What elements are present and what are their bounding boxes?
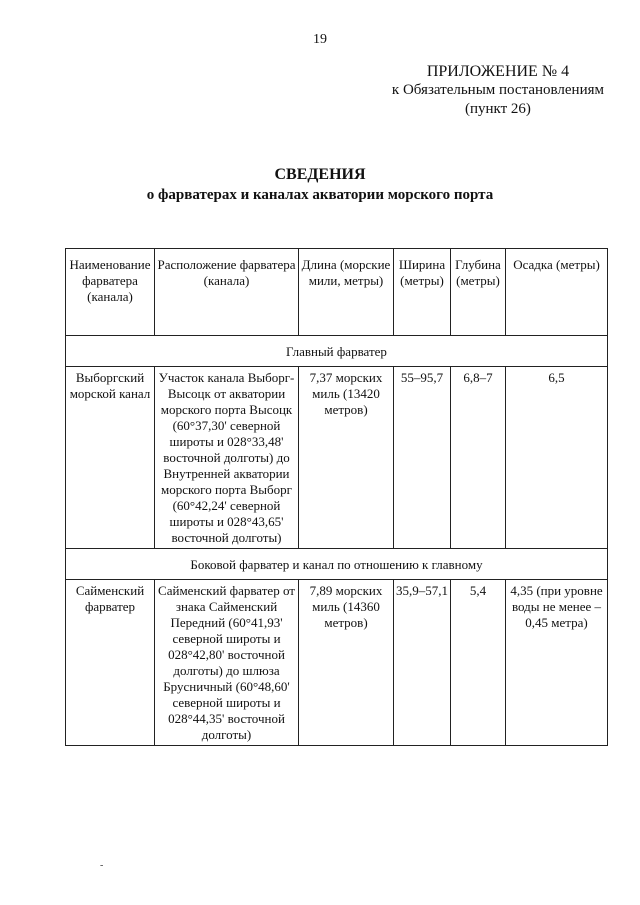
cell-depth: 6,8–7 [451, 367, 506, 549]
appendix-number: ПРИЛОЖЕНИЕ № 4 [426, 63, 570, 80]
appendix-reference: к Обязательным постановлениям [391, 82, 604, 98]
cell-draft: 6,5 [506, 367, 608, 549]
section-title-side: Боковой фарватер и канал по отношению к главному [66, 549, 608, 580]
title-main: СВЕДЕНИЯ [274, 166, 366, 183]
table-row [66, 367, 608, 549]
header-draft: Осадка (метры) [506, 249, 608, 336]
cell-width: 55–95,7 [394, 367, 451, 549]
appendix-block [392, 62, 604, 119]
fairways-table [65, 248, 608, 746]
header-width: Ширина (метры) [394, 249, 451, 336]
cell-name: Выборгский морской канал [66, 367, 155, 549]
cell-length: 7,37 морских миль (13420 метров) [299, 367, 394, 549]
document-title [0, 165, 640, 205]
cell-length: 7,89 морских миль (14360 метров) [299, 580, 394, 746]
section-row-main [66, 336, 608, 367]
header-name: Наименование фарватера (канала) [66, 249, 155, 336]
header-depth: Глубина (метры) [451, 249, 506, 336]
table-header-row [66, 249, 608, 336]
cell-width: 35,9–57,1 [394, 580, 451, 746]
footer-mark: - [100, 860, 104, 871]
section-row-side [66, 549, 608, 580]
cell-location: Участок канала Выборг-Высоцк от акватории морского порта Высоцк (60°37,30' северной широты и 028°33,48' восточной долготы) до Внутренней акватории морского порта Выборг (60°42,24' северной широты и 028°43,65' восточной долготы) [155, 367, 299, 549]
table-row [66, 580, 608, 746]
cell-depth: 5,4 [451, 580, 506, 746]
header-location: Расположение фарватера (канала) [155, 249, 299, 336]
cell-draft: 4,35 (при уровне воды не менее –0,45 метра) [506, 580, 608, 746]
cell-location: Сайменский фарватер от знака Сайменский Передний (60°41,93' северной широты и 028°42,80' восточной долготы) до шлюза Брусничный (60°48,60' северной широты и 028°44,35' восточной долготы) [155, 580, 299, 746]
appendix-clause: (пункт 26) [464, 101, 531, 117]
header-length: Длина (морские мили, метры) [299, 249, 394, 336]
page-number: 19 [313, 32, 327, 47]
title-subtitle: о фарватерах и каналах акватории морского порта [146, 187, 494, 203]
section-title-main: Главный фарватер [66, 336, 608, 367]
cell-name: Сайменский фарватер [66, 580, 155, 746]
